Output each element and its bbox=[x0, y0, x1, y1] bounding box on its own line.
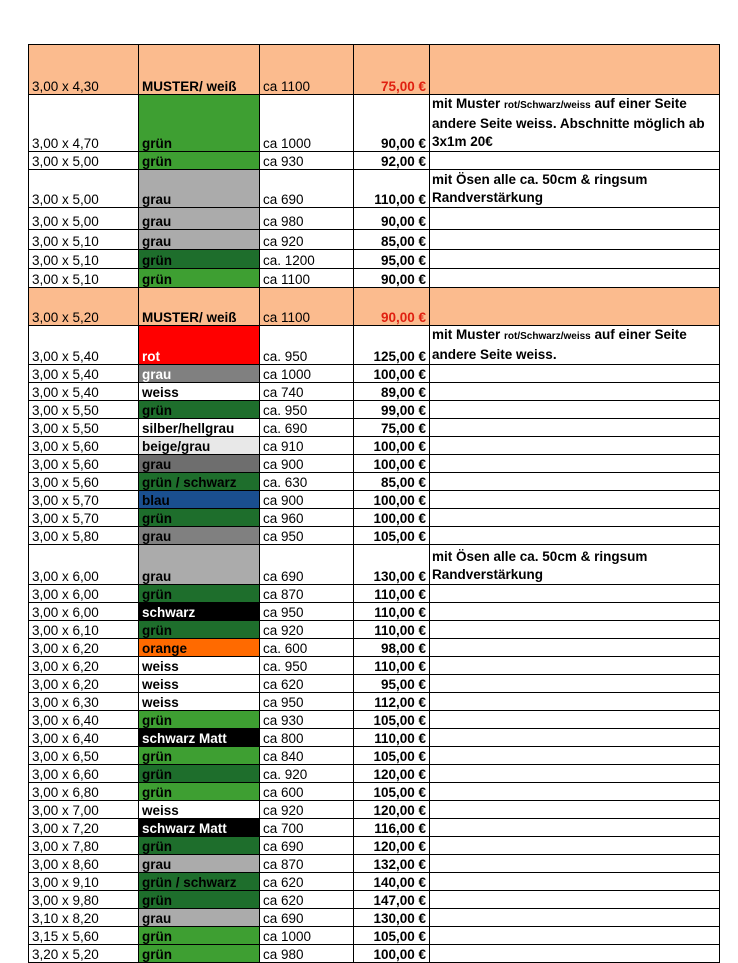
table-row bbox=[29, 491, 720, 509]
note-cell bbox=[430, 455, 720, 473]
price-cell: 110,00 € bbox=[354, 729, 430, 747]
color-cell: grün bbox=[139, 711, 260, 729]
color-cell: grün bbox=[139, 95, 260, 152]
weight-cell: ca 920 bbox=[260, 801, 354, 819]
price-cell: 105,00 € bbox=[354, 747, 430, 765]
table-row bbox=[29, 729, 720, 747]
size-cell: 3,10 x 8,20 bbox=[29, 909, 139, 927]
weight-cell: ca 920 bbox=[260, 230, 354, 250]
color-cell: grün bbox=[139, 401, 260, 419]
weight-cell: ca. 920 bbox=[260, 765, 354, 783]
note-cell bbox=[430, 365, 720, 383]
price-cell: 100,00 € bbox=[354, 437, 430, 455]
size-cell: 3,00 x 6,60 bbox=[29, 765, 139, 783]
price-cell: 85,00 € bbox=[354, 473, 430, 491]
color-cell: grau bbox=[139, 545, 260, 585]
price-cell: 75,00 € bbox=[354, 419, 430, 437]
size-cell: 3,00 x 6,20 bbox=[29, 657, 139, 675]
note-cell bbox=[430, 491, 720, 509]
size-cell: 3,00 x 5,60 bbox=[29, 437, 139, 455]
weight-cell: ca 950 bbox=[260, 527, 354, 545]
size-cell: 3,00 x 6,50 bbox=[29, 747, 139, 765]
weight-cell: ca 700 bbox=[260, 819, 354, 837]
price-cell: 110,00 € bbox=[354, 657, 430, 675]
note-cell bbox=[430, 729, 720, 747]
size-cell: 3,00 x 6,20 bbox=[29, 675, 139, 693]
table-row bbox=[29, 208, 720, 230]
table-row bbox=[29, 909, 720, 927]
note-cell bbox=[430, 288, 720, 326]
size-cell: 3,00 x 5,70 bbox=[29, 491, 139, 509]
color-cell: grau bbox=[139, 230, 260, 250]
color-cell: grau bbox=[139, 455, 260, 473]
table-row bbox=[29, 693, 720, 711]
table-row bbox=[29, 765, 720, 783]
weight-cell: ca. 690 bbox=[260, 419, 354, 437]
table-row bbox=[29, 837, 720, 855]
note-cell bbox=[430, 95, 720, 152]
weight-cell: ca 620 bbox=[260, 873, 354, 891]
size-cell: 3,00 x 5,00 bbox=[29, 152, 139, 170]
color-cell: grau bbox=[139, 527, 260, 545]
note-cell: mit Ösen alle ca. 50cm & ringsum Randverstärkung bbox=[430, 545, 720, 585]
price-cell: 90,00 € bbox=[354, 288, 430, 326]
price-cell: 98,00 € bbox=[354, 639, 430, 657]
note-cell bbox=[430, 250, 720, 269]
price-cell: 95,00 € bbox=[354, 675, 430, 693]
note-cell bbox=[430, 873, 720, 891]
table-row bbox=[29, 45, 720, 95]
weight-cell: ca 600 bbox=[260, 783, 354, 801]
note-cell bbox=[430, 152, 720, 170]
size-cell: 3,00 x 6,40 bbox=[29, 729, 139, 747]
price-cell: 125,00 € bbox=[354, 326, 430, 365]
weight-cell: ca. 950 bbox=[260, 657, 354, 675]
price-cell: 130,00 € bbox=[354, 545, 430, 585]
table-row bbox=[29, 639, 720, 657]
table-row bbox=[29, 401, 720, 419]
table-row bbox=[29, 675, 720, 693]
price-cell: 105,00 € bbox=[354, 711, 430, 729]
size-cell: 3,00 x 6,30 bbox=[29, 693, 139, 711]
size-cell: 3,00 x 4,70 bbox=[29, 95, 139, 152]
price-cell: 132,00 € bbox=[354, 855, 430, 873]
table-row bbox=[29, 747, 720, 765]
table-row bbox=[29, 711, 720, 729]
color-cell: grün / schwarz bbox=[139, 473, 260, 491]
size-cell: 3,00 x 5,60 bbox=[29, 455, 139, 473]
table-row bbox=[29, 621, 720, 639]
weight-cell: ca 980 bbox=[260, 945, 354, 963]
weight-cell: ca. 950 bbox=[260, 326, 354, 365]
weight-cell: ca 910 bbox=[260, 437, 354, 455]
color-cell: rot bbox=[139, 326, 260, 365]
weight-cell: ca 1000 bbox=[260, 365, 354, 383]
table-row bbox=[29, 365, 720, 383]
color-cell: grün bbox=[139, 250, 260, 269]
price-cell: 90,00 € bbox=[354, 95, 430, 152]
size-cell: 3,00 x 5,10 bbox=[29, 250, 139, 269]
note-cell bbox=[430, 747, 720, 765]
weight-cell: ca 620 bbox=[260, 891, 354, 909]
size-cell: 3,00 x 6,40 bbox=[29, 711, 139, 729]
price-cell: 110,00 € bbox=[354, 585, 430, 603]
price-cell: 100,00 € bbox=[354, 455, 430, 473]
table-row bbox=[29, 95, 720, 152]
note-text-part: auf einer Seite andere Seite weiss. Abschnitte möglich ab 3x1m 20€ bbox=[432, 96, 705, 149]
color-cell: grün bbox=[139, 927, 260, 945]
note-cell bbox=[430, 711, 720, 729]
note-cell bbox=[430, 621, 720, 639]
note-cell bbox=[430, 819, 720, 837]
color-cell: blau bbox=[139, 491, 260, 509]
note-cell bbox=[430, 509, 720, 527]
note-cell bbox=[430, 45, 720, 95]
note-cell bbox=[430, 855, 720, 873]
price-cell: 92,00 € bbox=[354, 152, 430, 170]
color-cell: schwarz Matt bbox=[139, 819, 260, 837]
note-text-part: rot/Schwarz/weiss bbox=[504, 100, 591, 111]
table-row bbox=[29, 288, 720, 326]
note-text-part: mit Muster bbox=[432, 96, 505, 111]
size-cell: 3,00 x 6,00 bbox=[29, 585, 139, 603]
table-row bbox=[29, 473, 720, 491]
size-cell: 3,00 x 5,10 bbox=[29, 269, 139, 288]
weight-cell: ca 960 bbox=[260, 509, 354, 527]
size-cell: 3,00 x 7,00 bbox=[29, 801, 139, 819]
weight-cell: ca. 600 bbox=[260, 639, 354, 657]
weight-cell: ca 900 bbox=[260, 455, 354, 473]
color-cell: MUSTER/ weiß bbox=[139, 288, 260, 326]
size-cell: 3,00 x 5,00 bbox=[29, 170, 139, 208]
note-cell bbox=[430, 891, 720, 909]
note-cell bbox=[430, 326, 720, 365]
price-cell: 110,00 € bbox=[354, 621, 430, 639]
color-cell: grau bbox=[139, 909, 260, 927]
price-table-body bbox=[29, 45, 720, 963]
note-text-part: rot/Schwarz/weiss bbox=[504, 331, 591, 342]
size-cell: 3,00 x 7,80 bbox=[29, 837, 139, 855]
note-cell bbox=[430, 208, 720, 230]
weight-cell: ca 690 bbox=[260, 909, 354, 927]
table-row bbox=[29, 326, 720, 365]
color-cell: grau bbox=[139, 170, 260, 208]
weight-cell: ca 690 bbox=[260, 170, 354, 208]
size-cell: 3,00 x 5,40 bbox=[29, 365, 139, 383]
size-cell: 3,15 x 5,60 bbox=[29, 927, 139, 945]
weight-cell: ca 920 bbox=[260, 621, 354, 639]
table-row bbox=[29, 269, 720, 288]
size-cell: 3,00 x 6,10 bbox=[29, 621, 139, 639]
note-cell bbox=[430, 783, 720, 801]
color-cell: grün bbox=[139, 747, 260, 765]
price-cell: 130,00 € bbox=[354, 909, 430, 927]
price-cell: 105,00 € bbox=[354, 783, 430, 801]
color-cell: MUSTER/ weiß bbox=[139, 45, 260, 95]
price-cell: 90,00 € bbox=[354, 208, 430, 230]
table-row bbox=[29, 250, 720, 269]
weight-cell: ca 800 bbox=[260, 729, 354, 747]
price-cell: 140,00 € bbox=[354, 873, 430, 891]
table-row bbox=[29, 891, 720, 909]
weight-cell: ca 1000 bbox=[260, 927, 354, 945]
note-cell bbox=[430, 401, 720, 419]
size-cell: 3,00 x 6,00 bbox=[29, 545, 139, 585]
color-cell: grau bbox=[139, 365, 260, 383]
note-cell bbox=[430, 473, 720, 491]
note-cell bbox=[430, 639, 720, 657]
price-cell: 120,00 € bbox=[354, 801, 430, 819]
weight-cell: ca 950 bbox=[260, 603, 354, 621]
note-cell bbox=[430, 801, 720, 819]
price-cell: 116,00 € bbox=[354, 819, 430, 837]
table-row bbox=[29, 152, 720, 170]
color-cell: grün bbox=[139, 152, 260, 170]
weight-cell: ca 1000 bbox=[260, 95, 354, 152]
size-cell: 3,00 x 7,20 bbox=[29, 819, 139, 837]
color-cell: weiss bbox=[139, 657, 260, 675]
weight-cell: ca 620 bbox=[260, 675, 354, 693]
weight-cell: ca 1100 bbox=[260, 269, 354, 288]
table-row bbox=[29, 230, 720, 250]
size-cell: 3,00 x 5,50 bbox=[29, 419, 139, 437]
table-row bbox=[29, 545, 720, 585]
table-row bbox=[29, 509, 720, 527]
size-cell: 3,20 x 5,20 bbox=[29, 945, 139, 963]
note-cell bbox=[430, 657, 720, 675]
table-row bbox=[29, 585, 720, 603]
table-row bbox=[29, 383, 720, 401]
price-cell: 110,00 € bbox=[354, 603, 430, 621]
table-row bbox=[29, 527, 720, 545]
price-cell: 100,00 € bbox=[354, 365, 430, 383]
color-cell: weiss bbox=[139, 801, 260, 819]
table-row bbox=[29, 603, 720, 621]
price-cell: 100,00 € bbox=[354, 945, 430, 963]
price-cell: 112,00 € bbox=[354, 693, 430, 711]
price-cell: 100,00 € bbox=[354, 491, 430, 509]
weight-cell: ca 870 bbox=[260, 585, 354, 603]
price-cell: 89,00 € bbox=[354, 383, 430, 401]
color-cell: schwarz Matt bbox=[139, 729, 260, 747]
weight-cell: ca 690 bbox=[260, 837, 354, 855]
size-cell: 3,00 x 6,80 bbox=[29, 783, 139, 801]
table-row bbox=[29, 455, 720, 473]
color-cell: grün / schwarz bbox=[139, 873, 260, 891]
color-cell: grau bbox=[139, 208, 260, 230]
note-cell: mit Ösen alle ca. 50cm & ringsum Randverstärkung bbox=[430, 170, 720, 208]
color-cell: grau bbox=[139, 855, 260, 873]
note-text-part: auf einer Seite andere Seite weiss. bbox=[432, 327, 687, 362]
size-cell: 3,00 x 8,60 bbox=[29, 855, 139, 873]
table-row bbox=[29, 437, 720, 455]
size-cell: 3,00 x 5,20 bbox=[29, 288, 139, 326]
note-cell bbox=[430, 383, 720, 401]
note-cell bbox=[430, 603, 720, 621]
price-cell: 105,00 € bbox=[354, 927, 430, 945]
color-cell: grün bbox=[139, 837, 260, 855]
size-cell: 3,00 x 9,80 bbox=[29, 891, 139, 909]
color-cell: grün bbox=[139, 765, 260, 783]
note-cell bbox=[430, 585, 720, 603]
note-cell bbox=[430, 419, 720, 437]
note-cell bbox=[430, 230, 720, 250]
size-cell: 3,00 x 5,50 bbox=[29, 401, 139, 419]
color-cell: weiss bbox=[139, 383, 260, 401]
price-cell: 95,00 € bbox=[354, 250, 430, 269]
size-cell: 3,00 x 5,00 bbox=[29, 208, 139, 230]
table-row bbox=[29, 657, 720, 675]
price-cell: 90,00 € bbox=[354, 269, 430, 288]
price-cell: 120,00 € bbox=[354, 837, 430, 855]
note-cell bbox=[430, 527, 720, 545]
size-cell: 3,00 x 5,70 bbox=[29, 509, 139, 527]
weight-cell: ca. 950 bbox=[260, 401, 354, 419]
weight-cell: ca 1100 bbox=[260, 288, 354, 326]
table-row bbox=[29, 927, 720, 945]
table-row bbox=[29, 170, 720, 208]
weight-cell: ca. 1200 bbox=[260, 250, 354, 269]
color-cell: weiss bbox=[139, 693, 260, 711]
weight-cell: ca 870 bbox=[260, 855, 354, 873]
size-cell: 3,00 x 5,10 bbox=[29, 230, 139, 250]
color-cell: grün bbox=[139, 269, 260, 288]
color-cell: grün bbox=[139, 891, 260, 909]
table-row bbox=[29, 419, 720, 437]
weight-cell: ca 740 bbox=[260, 383, 354, 401]
note-cell bbox=[430, 437, 720, 455]
weight-cell: ca 1100 bbox=[260, 45, 354, 95]
weight-cell: ca 840 bbox=[260, 747, 354, 765]
note-cell bbox=[430, 837, 720, 855]
size-cell: 3,00 x 9,10 bbox=[29, 873, 139, 891]
weight-cell: ca 980 bbox=[260, 208, 354, 230]
color-cell: beige/grau bbox=[139, 437, 260, 455]
weight-cell: ca 690 bbox=[260, 545, 354, 585]
table-row bbox=[29, 855, 720, 873]
weight-cell: ca 900 bbox=[260, 491, 354, 509]
color-cell: grün bbox=[139, 783, 260, 801]
price-table bbox=[28, 44, 720, 963]
price-cell: 85,00 € bbox=[354, 230, 430, 250]
size-cell: 3,00 x 6,20 bbox=[29, 639, 139, 657]
price-cell: 110,00 € bbox=[354, 170, 430, 208]
table-row bbox=[29, 873, 720, 891]
size-cell: 3,00 x 5,40 bbox=[29, 383, 139, 401]
price-cell: 105,00 € bbox=[354, 527, 430, 545]
note-cell bbox=[430, 927, 720, 945]
color-cell: grün bbox=[139, 585, 260, 603]
color-cell: orange bbox=[139, 639, 260, 657]
size-cell: 3,00 x 5,40 bbox=[29, 326, 139, 365]
color-cell: silber/hellgrau bbox=[139, 419, 260, 437]
price-cell: 99,00 € bbox=[354, 401, 430, 419]
weight-cell: ca 930 bbox=[260, 711, 354, 729]
size-cell: 3,00 x 5,60 bbox=[29, 473, 139, 491]
size-cell: 3,00 x 4,30 bbox=[29, 45, 139, 95]
price-cell: 147,00 € bbox=[354, 891, 430, 909]
weight-cell: ca 930 bbox=[260, 152, 354, 170]
price-cell: 75,00 € bbox=[354, 45, 430, 95]
weight-cell: ca 950 bbox=[260, 693, 354, 711]
note-cell bbox=[430, 765, 720, 783]
color-cell: grün bbox=[139, 509, 260, 527]
weight-cell: ca. 630 bbox=[260, 473, 354, 491]
size-cell: 3,00 x 6,00 bbox=[29, 603, 139, 621]
color-cell: schwarz bbox=[139, 603, 260, 621]
note-cell bbox=[430, 909, 720, 927]
note-text-part: mit Muster bbox=[432, 327, 505, 342]
color-cell: grün bbox=[139, 621, 260, 639]
table-row bbox=[29, 801, 720, 819]
note-cell bbox=[430, 269, 720, 288]
price-cell: 120,00 € bbox=[354, 765, 430, 783]
table-row bbox=[29, 819, 720, 837]
table-row bbox=[29, 783, 720, 801]
color-cell: weiss bbox=[139, 675, 260, 693]
note-cell bbox=[430, 693, 720, 711]
price-cell: 100,00 € bbox=[354, 509, 430, 527]
size-cell: 3,00 x 5,80 bbox=[29, 527, 139, 545]
note-cell bbox=[430, 675, 720, 693]
color-cell: grün bbox=[139, 945, 260, 963]
